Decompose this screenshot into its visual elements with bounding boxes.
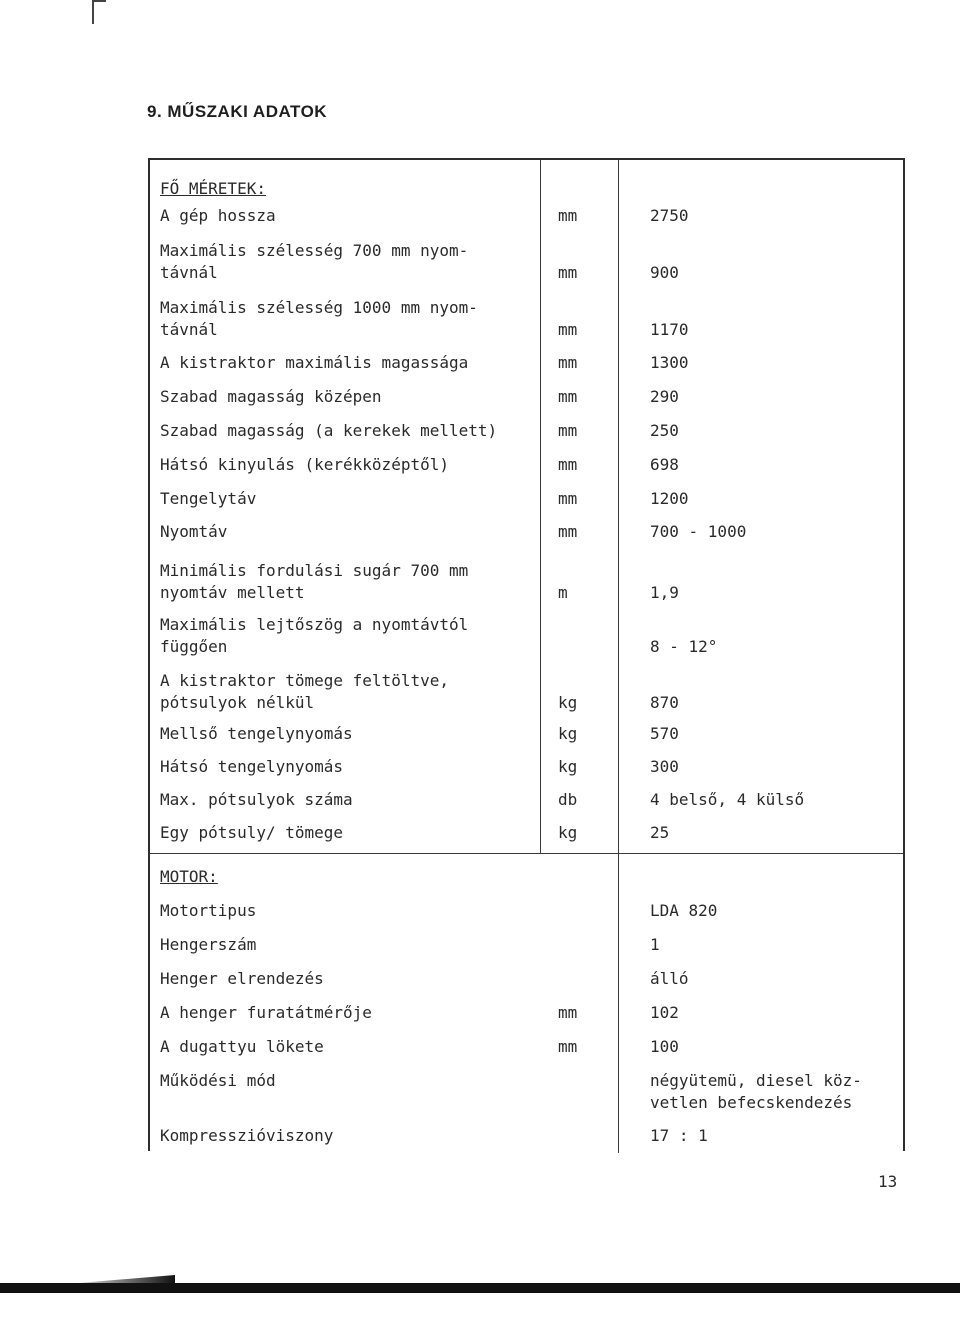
row-label: nyomtáv mellett <box>160 583 305 602</box>
row-value: 2750 <box>650 206 689 225</box>
row-value: 1,9 <box>650 583 679 602</box>
row-label: Tengelytáv <box>160 489 257 508</box>
row-label: Hátsó kinyulás (kerékközéptől) <box>160 455 449 474</box>
row-unit: mm <box>558 1037 578 1056</box>
row-unit: kg <box>558 757 578 776</box>
row-label: Maximális szélesség 1000 mm nyom- <box>160 298 478 317</box>
row-unit: mm <box>558 522 578 541</box>
row-value: 698 <box>650 455 679 474</box>
row-value: 25 <box>650 823 670 842</box>
row-label: Motortipus <box>160 901 257 920</box>
row-value: 102 <box>650 1003 679 1022</box>
row-value: 1300 <box>650 353 689 372</box>
row-value: 1170 <box>650 320 689 339</box>
unit-column-divider <box>540 160 541 853</box>
row-label: Szabad magasság (a kerekek mellett) <box>160 421 498 440</box>
row-label: pótsulyok nélkül <box>160 693 315 712</box>
row-value: álló <box>650 969 689 988</box>
row-label: A gép hossza <box>160 206 276 225</box>
row-unit: mm <box>558 489 578 508</box>
row-value: 570 <box>650 724 679 743</box>
row-label: Minimális fordulási sugár 700 mm <box>160 561 469 580</box>
section-divider <box>150 853 903 854</box>
scan-edge-bar <box>0 1283 960 1293</box>
row-value: négyütemü, diesel köz- <box>650 1071 862 1090</box>
page-number: 13 <box>878 1172 898 1191</box>
row-unit: mm <box>558 387 578 406</box>
row-unit: mm <box>558 320 578 339</box>
row-value: 4 belső, 4 külső <box>650 790 805 809</box>
row-unit: db <box>558 790 578 809</box>
row-value: 870 <box>650 693 679 712</box>
row-label: Működési mód <box>160 1071 276 1090</box>
row-value: 1 <box>650 935 660 954</box>
row-value: 300 <box>650 757 679 776</box>
row-label: Maximális lejtőszög a nyomtávtól <box>160 615 469 634</box>
row-value: LDA 820 <box>650 901 718 920</box>
row-label: Kompresszióviszony <box>160 1126 334 1145</box>
row-unit: kg <box>558 724 578 743</box>
row-unit: mm <box>558 1003 578 1022</box>
row-label: függően <box>160 637 228 656</box>
row-unit: m <box>558 583 568 602</box>
row-label: Hengerszám <box>160 935 257 954</box>
row-label: Mellső tengelynyomás <box>160 724 353 743</box>
row-unit: mm <box>558 455 578 474</box>
row-label: távnál <box>160 263 218 282</box>
section-title: MOTOR: <box>160 867 218 886</box>
row-value: 1200 <box>650 489 689 508</box>
row-label: A kistraktor tömege feltöltve, <box>160 671 449 690</box>
value-column-divider <box>618 160 619 1153</box>
row-value: 100 <box>650 1037 679 1056</box>
page-title: 9. MŰSZAKI ADATOK <box>147 102 328 121</box>
row-unit: kg <box>558 693 578 712</box>
row-label: A dugattyu lökete <box>160 1037 324 1056</box>
row-unit: mm <box>558 353 578 372</box>
row-value: 290 <box>650 387 679 406</box>
row-unit: mm <box>558 263 578 282</box>
row-unit: mm <box>558 421 578 440</box>
row-label: távnál <box>160 320 218 339</box>
row-value: 8 - 12° <box>650 637 718 656</box>
row-label: Maximális szélesség 700 mm nyom- <box>160 241 469 260</box>
row-value: 700 - 1000 <box>650 522 747 541</box>
row-label: Hátsó tengelynyomás <box>160 757 344 776</box>
row-value: vetlen befecskendezés <box>650 1093 853 1112</box>
row-label: Henger elrendezés <box>160 969 324 988</box>
scan-corner-mark <box>92 0 106 24</box>
row-label: Egy pótsuly/ tömege <box>160 823 344 842</box>
row-value: 900 <box>650 263 679 282</box>
row-label: A henger furatátmérője <box>160 1003 372 1022</box>
row-unit: kg <box>558 823 578 842</box>
row-value: 250 <box>650 421 679 440</box>
row-label: A kistraktor maximális magassága <box>160 353 469 372</box>
row-label: Nyomtáv <box>160 522 228 541</box>
spec-table <box>148 158 905 1151</box>
row-label: Max. pótsulyok száma <box>160 790 353 809</box>
row-unit: mm <box>558 206 578 225</box>
row-value: 17 : 1 <box>650 1126 708 1145</box>
section-title: FŐ MÉRETEK: <box>160 179 266 198</box>
row-label: Szabad magasság középen <box>160 387 382 406</box>
